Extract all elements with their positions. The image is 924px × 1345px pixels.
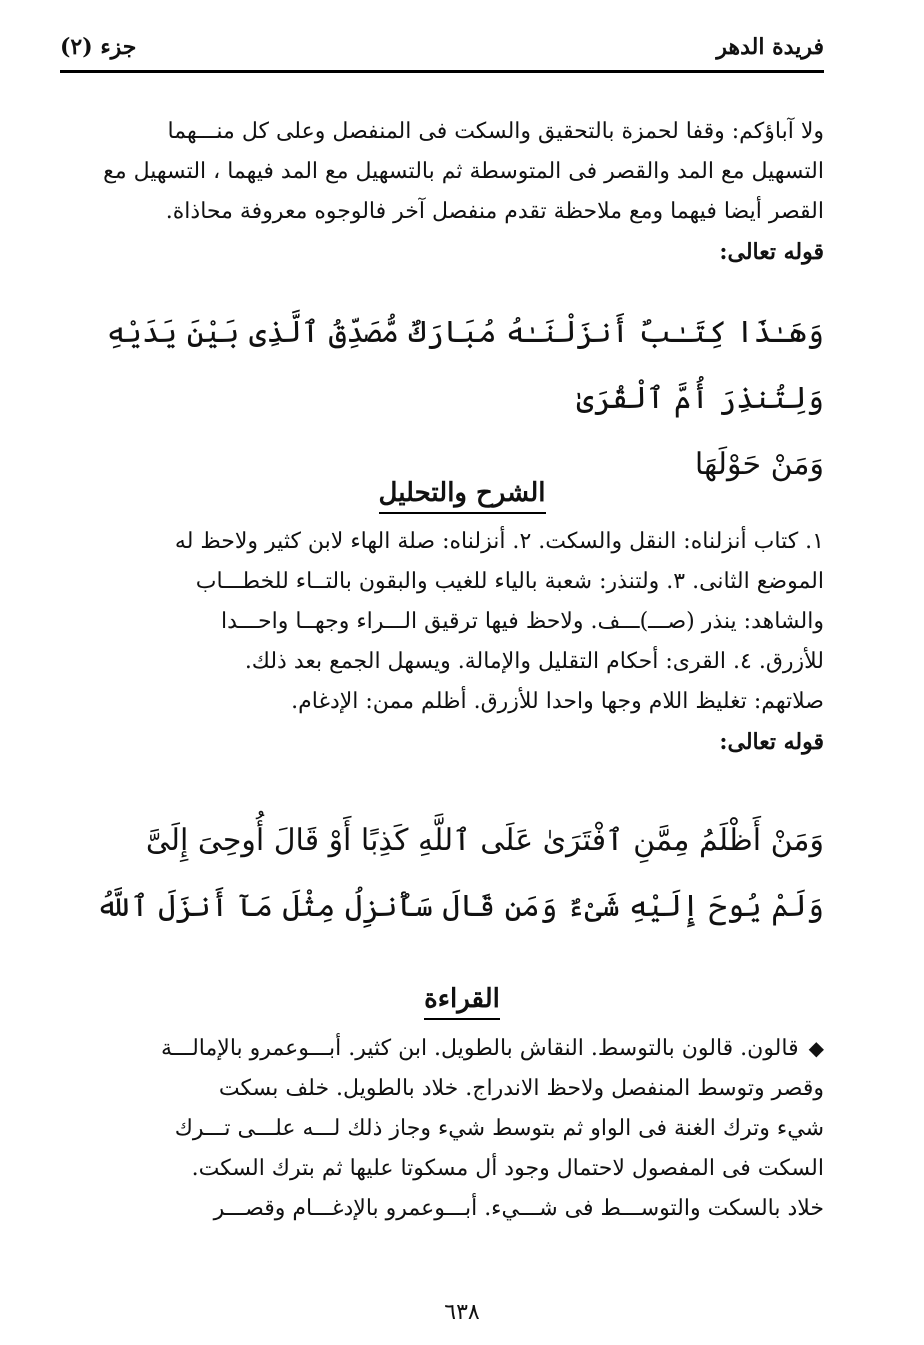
reading-line: خلاد بالسكت والتوســـط فى شـــيء. أبـــوعمرو بالإدغـــام وقصـــر — [213, 1196, 824, 1221]
explanation-line: للأزرق. ٤. القرى: أحكام التقليل والإمالة. ويسهل الجمع بعد ذلك. — [244, 649, 824, 674]
intro-line: ولا آباؤكم: وقفا لحمزة بالتحقيق والسكت فى المنفصل وعلى كل منـــهما — [167, 119, 824, 144]
intro-line: التسهيل مع المد والقصر فى المتوسطة ثم بالتسهيل مع المد فيهما ، التسهيل مع — [103, 159, 824, 184]
book-title: فريدة الدهر — [716, 34, 824, 60]
verse-label: قوله تعالى: — [719, 729, 824, 755]
explanation-line: والشاهد: ينذر (صـــ)ـــف. ولاحظ فيها ترقيق الـــراء وجهــا واحـــدا — [221, 609, 824, 634]
section-heading-explanation — [0, 478, 924, 514]
page-header — [60, 30, 824, 73]
explanation-line: صلاتهم: تغليظ اللام وجها واحدا للأزرق. أظلم ممن: الإدغام. — [291, 689, 824, 714]
explanation-line: ١. كتاب أنزلناه: النقل والسكت. ٢. أنزلناه: صلة الهاء لابن كثير ولاحظ له — [174, 529, 824, 554]
part-label: جزء (٢) — [60, 34, 137, 60]
verse-line: وَلَمْ يُوحَ إِلَيْهِ شَىْءٌ وَمَن قَالَ سَأُنزِلُ مِثْلَ مَآ أَنزَلَ ٱللَّهُ — [95, 889, 824, 924]
intro-line: القصر أيضا فيهما ومع ملاحظة تقدم منفصل آخر فالوجوه معروفة محاذاة. — [165, 199, 824, 224]
section-heading-reading — [0, 984, 924, 1020]
section-heading-text: الشرح والتحليل — [379, 478, 546, 514]
reading-line: وقصر وتوسط المنفصل ولاحظ الاندراج. خلاد بالطويل. خلف بسكت — [218, 1076, 824, 1101]
reading-line: شيء وترك الغنة فى الواو ثم بتوسط شيء وجاز ذلك لـــه علـــى تـــرك — [174, 1116, 824, 1141]
section-heading-text: القراءة — [424, 984, 500, 1020]
quran-verse-2 — [75, 808, 824, 940]
intro-paragraph — [75, 112, 824, 272]
page-number: ٦٣٨ — [444, 1300, 480, 1325]
diamond-bullet-icon: ◆ — [808, 1036, 824, 1060]
explanation-line: الموضع الثانى. ٣. ولتنذر: شعبة بالياء للغيب والبقون بالتــاء للخطـــاب — [195, 569, 824, 594]
verse-label: قوله تعالى: — [719, 239, 824, 265]
quran-verse-1 — [75, 300, 824, 498]
reading-paragraph — [75, 1028, 824, 1229]
reading-line: السكت فى المفصول لاحتمال وجود أل مسكوتا عليها ثم بترك السكت. — [191, 1156, 824, 1181]
verse-line: وَهَـٰذَا كِتَـٰبٌ أَنزَلْنَـٰهُ مُبَارَكٌ مُّصَدِّقُ ٱلَّذِى بَيْنَ يَدَيْهِ وَلِتُنذِرَ أُمَّ ٱلْقُرَىٰ — [106, 315, 824, 416]
verse-line: وَمَنْ حَوْلَهَا — [694, 447, 824, 482]
explanation-paragraph — [75, 522, 824, 762]
reading-line-text: قالون. قالون بالتوسط. النقاش بالطويل. ابن كثير. أبـــوعمرو بالإمالـــة — [160, 1036, 799, 1061]
verse-line: وَمَنْ أَظْلَمُ مِمَّنِ ٱفْتَرَىٰ عَلَى ٱللَّهِ كَذِبًا أَوْ قَالَ أُوحِىَ إِلَىَّ — [145, 823, 824, 858]
reading-line — [75, 1028, 824, 1069]
